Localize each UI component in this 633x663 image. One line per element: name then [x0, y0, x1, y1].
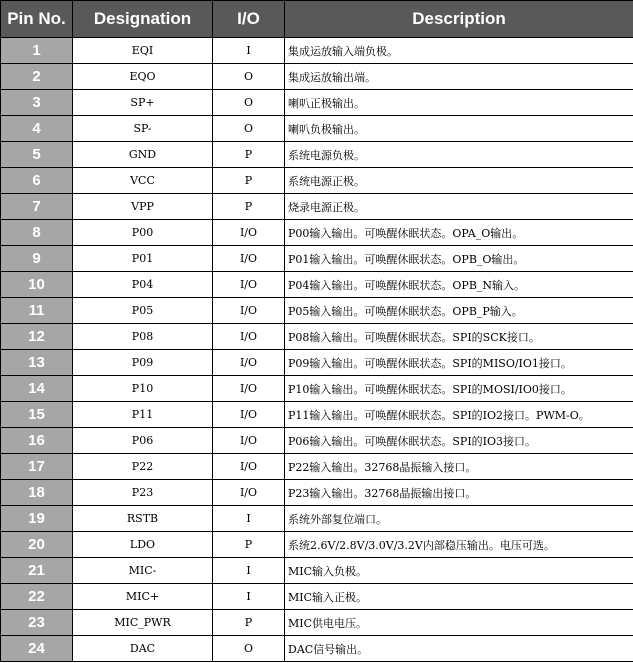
- designation-cell: P10: [73, 376, 213, 402]
- table-row: [1, 402, 633, 428]
- designation-cell: VPP: [73, 194, 213, 220]
- pin-number-cell: 2: [1, 64, 73, 90]
- io-type-cell: I/O: [213, 376, 285, 402]
- io-type-cell: O: [213, 90, 285, 116]
- io-type-cell: I: [213, 558, 285, 584]
- table-row: [1, 90, 633, 116]
- designation-cell: P23: [73, 480, 213, 506]
- io-type-cell: O: [213, 636, 285, 662]
- table-row: [1, 194, 633, 220]
- pin-number-cell: 1: [1, 38, 73, 64]
- description-cell: 系统2.6V/2.8V/3.0V/3.2V内部稳压输出。电压可选。: [285, 532, 633, 558]
- header-io: I/O: [213, 1, 285, 38]
- description-cell: 系统电源正极。: [285, 168, 633, 194]
- pin-number-cell: 21: [1, 558, 73, 584]
- description-cell: P11输入输出。可唤醒休眠状态。SPI的IO2接口。PWM-O。: [285, 402, 633, 428]
- pin-number-cell: 8: [1, 220, 73, 246]
- designation-cell: P04: [73, 272, 213, 298]
- table-row: [1, 246, 633, 272]
- io-type-cell: I/O: [213, 480, 285, 506]
- pin-number-cell: 3: [1, 90, 73, 116]
- description-cell: 烧录电源正极。: [285, 194, 633, 220]
- designation-cell: P00: [73, 220, 213, 246]
- io-type-cell: I/O: [213, 246, 285, 272]
- description-cell: P01输入输出。可唤醒休眠状态。OPB_O输出。: [285, 246, 633, 272]
- table-row: [1, 428, 633, 454]
- pin-number-cell: 5: [1, 142, 73, 168]
- designation-cell: P05: [73, 298, 213, 324]
- description-cell: P06输入输出。可唤醒休眠状态。SPI的IO3接口。: [285, 428, 633, 454]
- pin-number-cell: 11: [1, 298, 73, 324]
- pin-number-cell: 12: [1, 324, 73, 350]
- table-row: [1, 324, 633, 350]
- table-row: [1, 220, 633, 246]
- pin-number-cell: 16: [1, 428, 73, 454]
- io-type-cell: I/O: [213, 324, 285, 350]
- designation-cell: EQI: [73, 38, 213, 64]
- designation-cell: P06: [73, 428, 213, 454]
- pin-number-cell: 23: [1, 610, 73, 636]
- description-cell: P10输入输出。可唤醒休眠状态。SPI的MOSI/IO0接口。: [285, 376, 633, 402]
- description-cell: MIC输入正极。: [285, 584, 633, 610]
- table-row: [1, 532, 633, 558]
- table-row: [1, 38, 633, 64]
- io-type-cell: P: [213, 194, 285, 220]
- table-row: [1, 272, 633, 298]
- pin-number-cell: 17: [1, 454, 73, 480]
- description-cell: P08输入输出。可唤醒休眠状态。SPI的SCK接口。: [285, 324, 633, 350]
- table-row: [1, 350, 633, 376]
- table-row: [1, 454, 633, 480]
- io-type-cell: P: [213, 610, 285, 636]
- pin-number-cell: 14: [1, 376, 73, 402]
- pin-number-cell: 7: [1, 194, 73, 220]
- io-type-cell: I/O: [213, 272, 285, 298]
- pin-number-cell: 9: [1, 246, 73, 272]
- table-row: [1, 298, 633, 324]
- description-cell: 喇叭负极输出。: [285, 116, 633, 142]
- description-cell: MIC输入负极。: [285, 558, 633, 584]
- description-cell: MIC供电电压。: [285, 610, 633, 636]
- table-row: [1, 558, 633, 584]
- description-cell: 系统外部复位端口。: [285, 506, 633, 532]
- io-type-cell: P: [213, 532, 285, 558]
- pin-number-cell: 6: [1, 168, 73, 194]
- pin-number-cell: 13: [1, 350, 73, 376]
- pin-number-cell: 4: [1, 116, 73, 142]
- io-type-cell: O: [213, 116, 285, 142]
- io-type-cell: I/O: [213, 454, 285, 480]
- header-designation: Designation: [73, 1, 213, 38]
- description-cell: 集成运放输出端。: [285, 64, 633, 90]
- io-type-cell: I/O: [213, 428, 285, 454]
- description-cell: P04输入输出。可唤醒休眠状态。OPB_N输入。: [285, 272, 633, 298]
- designation-cell: MIC+: [73, 584, 213, 610]
- designation-cell: EQO: [73, 64, 213, 90]
- table-row: [1, 480, 633, 506]
- table-row: [1, 64, 633, 90]
- designation-cell: P11: [73, 402, 213, 428]
- designation-cell: GND: [73, 142, 213, 168]
- io-type-cell: I/O: [213, 350, 285, 376]
- table-body: [1, 38, 633, 662]
- table-row: [1, 636, 633, 662]
- designation-cell: SP+: [73, 90, 213, 116]
- io-type-cell: I: [213, 584, 285, 610]
- io-type-cell: I: [213, 38, 285, 64]
- description-cell: 系统电源负极。: [285, 142, 633, 168]
- pin-number-cell: 24: [1, 636, 73, 662]
- designation-cell: MIC_PWR: [73, 610, 213, 636]
- description-cell: P23输入输出。32768晶振输出接口。: [285, 480, 633, 506]
- table-row: [1, 584, 633, 610]
- header-description: Description: [285, 1, 633, 38]
- designation-cell: MIC-: [73, 558, 213, 584]
- description-cell: P00输入输出。可唤醒休眠状态。OPA_O输出。: [285, 220, 633, 246]
- designation-cell: P01: [73, 246, 213, 272]
- designation-cell: VCC: [73, 168, 213, 194]
- table-row: [1, 506, 633, 532]
- io-type-cell: I/O: [213, 220, 285, 246]
- description-cell: P09输入输出。可唤醒休眠状态。SPI的MISO/IO1接口。: [285, 350, 633, 376]
- io-type-cell: P: [213, 142, 285, 168]
- designation-cell: P09: [73, 350, 213, 376]
- table-row: [1, 116, 633, 142]
- pin-number-cell: 18: [1, 480, 73, 506]
- io-type-cell: O: [213, 64, 285, 90]
- io-type-cell: P: [213, 168, 285, 194]
- table-row: [1, 376, 633, 402]
- io-type-cell: I: [213, 506, 285, 532]
- table-header-row: [1, 1, 633, 38]
- designation-cell: RSTB: [73, 506, 213, 532]
- pin-number-cell: 19: [1, 506, 73, 532]
- io-type-cell: I/O: [213, 402, 285, 428]
- description-cell: DAC信号输出。: [285, 636, 633, 662]
- header-pin-no: Pin No.: [1, 1, 73, 38]
- designation-cell: LDO: [73, 532, 213, 558]
- pin-number-cell: 22: [1, 584, 73, 610]
- io-type-cell: I/O: [213, 298, 285, 324]
- table-row: [1, 142, 633, 168]
- table-row: [1, 610, 633, 636]
- designation-cell: DAC: [73, 636, 213, 662]
- description-cell: 集成运放输入端负极。: [285, 38, 633, 64]
- pin-number-cell: 20: [1, 532, 73, 558]
- designation-cell: SP-: [73, 116, 213, 142]
- pin-number-cell: 10: [1, 272, 73, 298]
- pin-number-cell: 15: [1, 402, 73, 428]
- description-cell: 喇叭正极输出。: [285, 90, 633, 116]
- table-row: [1, 168, 633, 194]
- designation-cell: P08: [73, 324, 213, 350]
- description-cell: P05输入输出。可唤醒休眠状态。OPB_P输入。: [285, 298, 633, 324]
- description-cell: P22输入输出。32768晶振输入接口。: [285, 454, 633, 480]
- designation-cell: P22: [73, 454, 213, 480]
